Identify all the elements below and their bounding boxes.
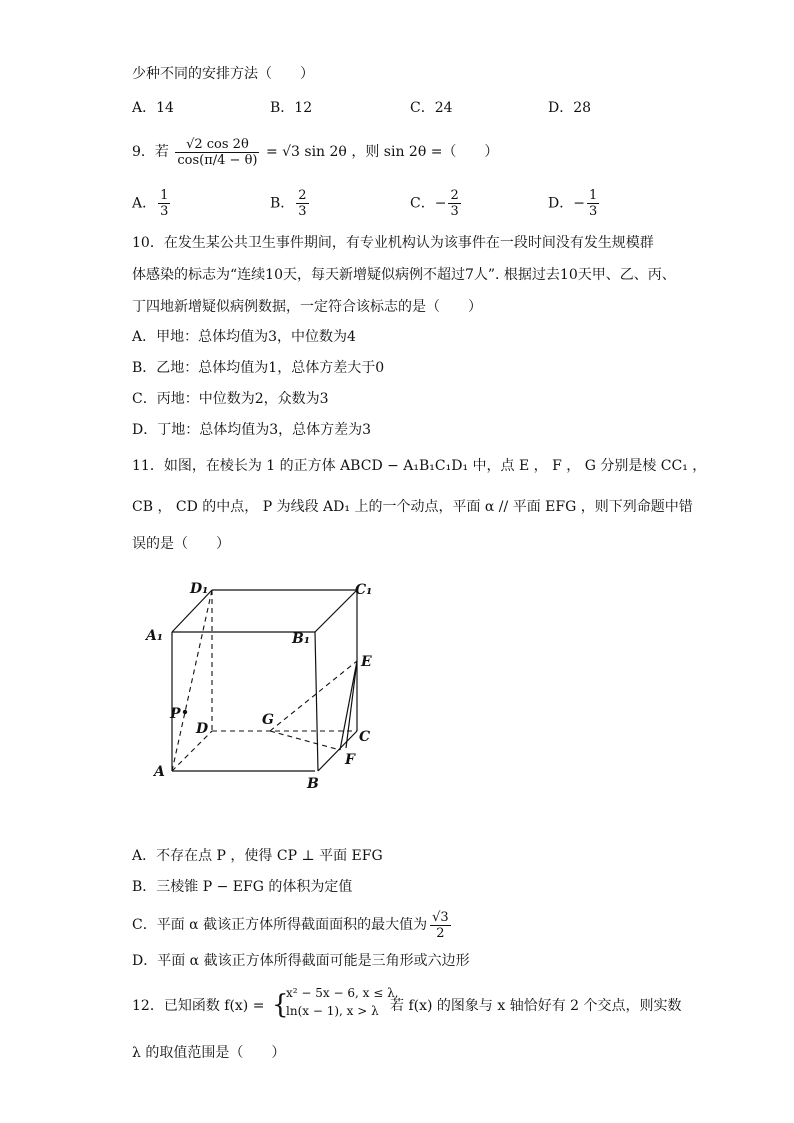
q10-line-3: 丁四地新增疑似病例数据，一定符合该标志的是（ ）: [132, 299, 482, 315]
q10-option-d: D．丁地：总体均值为3，总体方差为3: [132, 422, 372, 438]
q8-tail-text: 少种不同的安排方法（ ）: [132, 66, 314, 82]
edge-b1-c1: [315, 590, 357, 632]
q12-brace: {: [272, 990, 289, 1020]
q10-line-1: 10．在发生某公共卫生事件期间，有专业机构认为该事件在一段时间没有发生规模群: [132, 235, 654, 251]
q11-option-d: D．平面 α 截该正方体所得截面可能是三角形或六边形: [132, 953, 470, 969]
q10-option-a: A．甲地：总体均值为3，中位数为4: [132, 329, 356, 345]
q11-line-2: CB ， CD 的中点， P 为线段 AD₁ 上的一个动点，平面 α // 平面 EFG ，则下列命题中错: [132, 499, 693, 515]
label-c1: C₁: [355, 582, 373, 598]
cube-figure: [140, 572, 390, 797]
edge-b1-b: [315, 632, 318, 771]
q8-option-c: C．24: [410, 100, 453, 116]
q12-case-1: x² − 5x − 6, x ≤ λ,: [286, 986, 399, 1000]
q8-option-d: D．28: [548, 100, 592, 116]
q9-lhs-numerator: √2 cos 2θ: [175, 137, 259, 153]
edge-e-f-inner: [346, 661, 357, 748]
q9-lhs-fraction: [175, 137, 259, 168]
label-a1: A₁: [146, 628, 163, 644]
q12-tail: 若 f(x) 的图象与 x 轴恰好有 2 个交点，则实数: [390, 998, 682, 1014]
q8-option-b: B．12: [270, 100, 313, 116]
q8-option-a: A．14: [132, 100, 174, 116]
edge-a-d: [172, 731, 212, 771]
q9-option-a: A． $\frac{1}{3}$: [132, 188, 169, 219]
q12-case-2: ln(x − 1), x > λ: [286, 1004, 379, 1018]
point-p: [183, 710, 187, 714]
edge-e-f: [340, 661, 357, 750]
label-d: D: [196, 721, 209, 737]
q9-tail: ，则 sin 2θ =（ ）: [351, 144, 499, 160]
q9-option-b: B． $\frac{2}{3}$: [270, 188, 307, 219]
q11-optc-numerator: √3: [432, 909, 449, 925]
q9-number: 9．若: [132, 144, 169, 160]
label-f: F: [345, 752, 355, 768]
q9-equation-rhs: = √3 sin 2θ: [265, 144, 347, 160]
q11-option-c: C．平面 α 截该正方体所得截面面积的最大值为 $\frac{√3}{2}$: [132, 909, 449, 941]
segment-g-e: [270, 661, 357, 731]
label-p: P: [170, 706, 181, 722]
q10-option-b: B．乙地：总体均值为1，总体方差大于0: [132, 360, 385, 376]
label-e: E: [361, 654, 372, 670]
label-b1: B₁: [292, 631, 310, 647]
segment-g-f: [270, 731, 340, 750]
label-a: A: [154, 764, 165, 780]
q9-stem: [132, 130, 498, 174]
label-b: B: [307, 776, 319, 792]
q9-option-d: D．− $\frac{1}{3}$: [548, 188, 598, 219]
q12-prefix: 12．已知函数 f(x) =: [132, 998, 265, 1014]
label-d1: D₁: [190, 581, 209, 597]
segment-a-d1: [172, 590, 212, 771]
label-g: G: [262, 712, 274, 728]
q10-option-c: C．丙地：中位数为2，众数为3: [132, 391, 329, 407]
q9-option-c: C．− $\frac{2}{3}$: [410, 188, 459, 219]
q11-line-1: 11．如图，在棱长为 1 的正方体 ABCD − A₁B₁C₁D₁ 中，点 E ， F ， G 分别是棱 CC₁ ，: [132, 458, 707, 474]
q11-option-a: A．不存在点 P ，使得 CP ⊥ 平面 EFG: [132, 848, 383, 864]
q9-lhs-denominator: cos(π/4 − θ): [177, 152, 258, 168]
q10-line-2: 体感染的标志为“连续10天，每天新增疑似病例不超过7人”. 根据过去10天甲、乙、丙、: [132, 267, 676, 283]
q11-optc-denominator: 2: [436, 925, 445, 941]
label-c: C: [359, 729, 371, 745]
q11-line-3: 误的是（ ）: [132, 536, 230, 552]
q12-line-2: λ 的取值范围是（ ）: [132, 1045, 286, 1061]
q11-option-b: B．三棱锥 P − EFG 的体积为定值: [132, 879, 353, 895]
